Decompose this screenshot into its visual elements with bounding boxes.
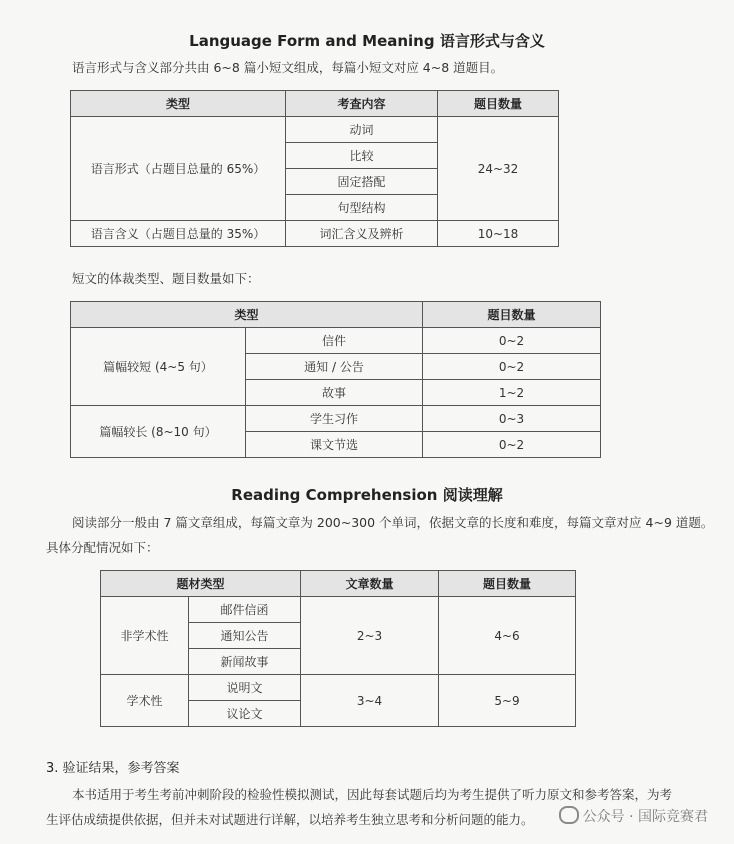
section-title-reading: Reading Comprehension 阅读理解 [231,486,503,504]
form-type-cell: 语言形式（占题目总量的 65%） [71,117,286,221]
topic-item: 说明文 [189,675,301,701]
genre-count-cell: 0~2 [423,328,601,354]
genre-cell: 通知 / 公告 [246,354,423,380]
watermark [559,806,708,826]
long-length-cell: 篇幅较长 (8~10 句） [71,406,246,458]
header-content: 考查内容 [286,91,438,117]
form-item: 动词 [286,117,438,143]
wechat-icon [559,806,579,824]
topic-item: 新闻故事 [189,649,301,675]
meaning-item-cell: 词汇含义及辨析 [286,221,438,247]
section-intro-language-form: 语言形式与含义部分共由 6~8 篇小短文组成，每篇小短文对应 4~8 道题目。 [72,60,504,75]
language-form-table [70,90,559,247]
genre-count-cell: 0~2 [423,432,601,458]
form-item: 句型结构 [286,195,438,221]
section3-line2: 生评估成绩提供依据，但并未对试题进行详解，以培养考生独立思考和分析问题的能力。 [46,812,534,827]
topic-item: 邮件信函 [189,597,301,623]
section3-heading: 3. 验证结果，参考答案 [46,761,180,776]
genre-count-cell: 1~2 [423,380,601,406]
topic-item: 通知公告 [189,623,301,649]
form-item: 比较 [286,143,438,169]
header-type: 类型 [71,91,286,117]
genre-table [70,301,601,458]
nonacademic-questions-cell: 4~6 [439,597,576,675]
genre-cell: 课文节选 [246,432,423,458]
reading-table [100,570,576,727]
header-articles: 文章数量 [301,571,439,597]
nonacademic-articles-cell: 2~3 [301,597,439,675]
form-item: 固定搭配 [286,169,438,195]
nonacademic-cell: 非学术性 [101,597,189,675]
topic-item: 议论文 [189,701,301,727]
reading-intro-line1: 阅读部分一般由 7 篇文章组成，每篇文章为 200~300 个单词，依据文章的长度和难度，每篇文章对应 4~9 道题。 [72,515,714,530]
genre-cell: 故事 [246,380,423,406]
header-genre-count: 题目数量 [423,302,601,328]
meaning-count-cell: 10~18 [438,221,559,247]
header-topic: 题材类型 [101,571,301,597]
genre-cell: 信件 [246,328,423,354]
genre-count-cell: 0~2 [423,354,601,380]
section3-line1: 本书适用于考生考前冲刺阶段的检验性模拟测试，因此每套试题后均为考生提供了听力原文和参考答案，为考 [72,787,673,802]
header-questions: 题目数量 [439,571,576,597]
academic-cell: 学术性 [101,675,189,727]
genre-intro: 短文的体裁类型、题目数量如下： [72,271,260,286]
reading-intro-line2: 具体分配情况如下： [46,540,159,555]
watermark-text: 公众号 · 国际竞赛君 [582,809,708,825]
form-count-cell: 24~32 [438,117,559,221]
genre-count-cell: 0~3 [423,406,601,432]
academic-articles-cell: 3~4 [301,675,439,727]
academic-questions-cell: 5~9 [439,675,576,727]
short-length-cell: 篇幅较短 (4~5 句） [71,328,246,406]
section-title-language-form: Language Form and Meaning 语言形式与含义 [189,32,545,50]
genre-cell: 学生习作 [246,406,423,432]
header-count: 题目数量 [438,91,559,117]
header-genre-type: 类型 [71,302,423,328]
meaning-type-cell: 语言含义（占题目总量的 35%） [71,221,286,247]
